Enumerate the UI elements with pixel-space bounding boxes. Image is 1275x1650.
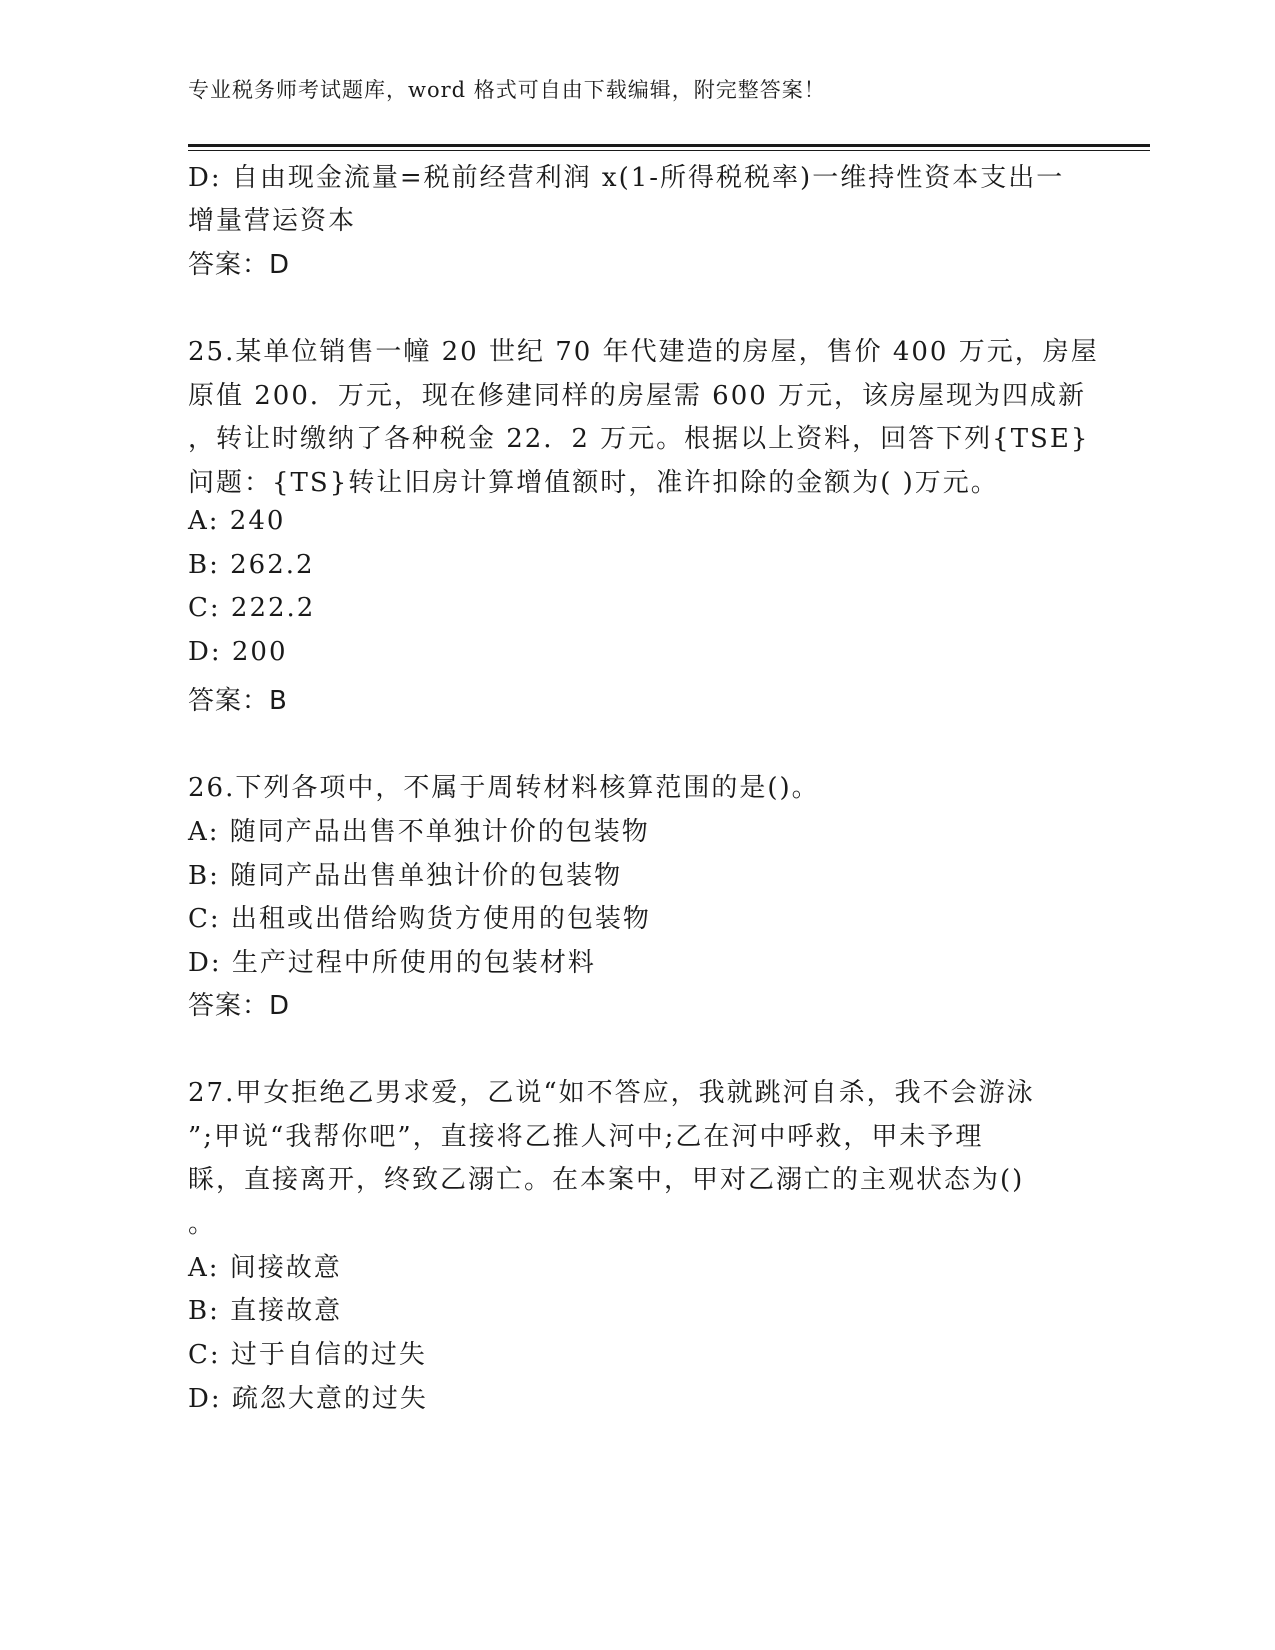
q25-option-b: B: 262.2	[188, 550, 315, 580]
q26-option-a: A: 随同产品出售不单独计价的包装物	[188, 817, 650, 847]
q27-stem-line-4: 。	[188, 1209, 217, 1239]
q27-option-b: B: 直接故意	[188, 1296, 343, 1326]
header-rule-thin	[188, 150, 1150, 151]
q27-option-d: D: 疏忽大意的过失	[188, 1384, 428, 1414]
prev-option-d-line-2: 增量营运资本	[188, 206, 357, 236]
q25-option-d: D: 200	[188, 637, 288, 667]
q26-option-c: C: 出租或出借给购货方使用的包装物	[188, 904, 651, 934]
q26-option-d: D: 生产过程中所使用的包装材料	[188, 948, 596, 978]
q27-stem-line-1: 27.甲女拒绝乙男求爱，乙说“如不答应，我就跳河自杀，我不会游泳	[188, 1078, 1035, 1108]
prev-answer: 答案：D	[188, 250, 291, 280]
header-rule-thick	[188, 144, 1150, 147]
q25-answer: 答案：B	[188, 686, 288, 716]
q25-option-a: A: 240	[188, 506, 286, 536]
q26-stem-line-1: 26.下列各项中，不属于周转材料核算范围的是()。	[188, 773, 820, 803]
q25-stem-line-3: ，转让时缴纳了各种税金 22．2 万元。根据以上资料，回答下列{TSE}	[188, 424, 1090, 454]
prev-option-d-line-1: D: 自由现金流量=税前经营利润 x(1-所得税税率)一维持性资本支出一	[188, 163, 1065, 193]
q27-option-a: A: 间接故意	[188, 1253, 342, 1283]
page-header: 专业税务师考试题库，word 格式可自由下载编辑，附完整答案！	[188, 78, 826, 102]
q25-option-c: C: 222.2	[188, 593, 316, 623]
q25-stem-line-2: 原值 200．万元，现在修建同样的房屋需 600 万元，该房屋现为四成新	[188, 381, 1087, 411]
q27-stem-line-3: 睬，直接离开，终致乙溺亡。在本案中，甲对乙溺亡的主观状态为()	[188, 1165, 1025, 1195]
q27-stem-line-2: ”;甲说“我帮你吧”，直接将乙推人河中;乙在河中呼救，甲未予理	[188, 1122, 984, 1152]
q26-answer: 答案：D	[188, 991, 291, 1021]
q25-stem-line-1: 25.某单位销售一幢 20 世纪 70 年代建造的房屋，售价 400 万元，房屋	[188, 337, 1099, 367]
q26-option-b: B: 随同产品出售单独计价的包装物	[188, 861, 623, 891]
q27-option-c: C: 过于自信的过失	[188, 1340, 427, 1370]
q25-stem-line-4: 问题：{TS}转让旧房计算增值额时，准许扣除的金额为( )万元。	[188, 468, 999, 498]
